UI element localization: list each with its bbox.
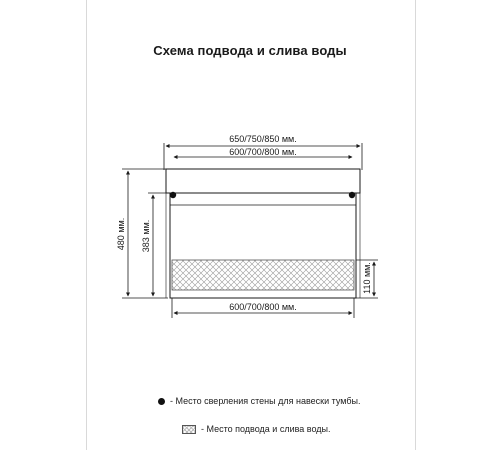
- inner-width-top-label: 600/700/800 мм.: [229, 147, 297, 157]
- body-height-dimension: [141, 193, 166, 296]
- legend-supply-text: - Место подвода и слива воды.: [201, 424, 331, 434]
- total-height-label: 480 мм.: [116, 217, 126, 251]
- drill-marker-icon: [158, 398, 165, 405]
- overall-width-label: 650/750/850 мм.: [229, 134, 297, 144]
- drill-point-right: [349, 192, 355, 198]
- legend-drill: [158, 396, 360, 406]
- inner-width-bottom-label: 600/700/800 мм.: [229, 302, 297, 312]
- legend-supply: [182, 424, 331, 434]
- inner-width-top-dimension: [174, 147, 352, 157]
- supply-marker-icon: [182, 425, 196, 434]
- diagram-title: Схема подвода и слива воды: [153, 43, 347, 58]
- inner-width-bottom-dimension: [172, 298, 354, 318]
- zone-height-dimension: [356, 260, 378, 298]
- zone-height-label: 110 мм.: [362, 262, 372, 294]
- legend-drill-text: - Место сверления стены для навески тумбы.: [170, 396, 361, 406]
- supply-zone: [172, 260, 354, 290]
- body-height-label: 383 мм.: [141, 219, 151, 253]
- drill-point-left: [170, 192, 176, 198]
